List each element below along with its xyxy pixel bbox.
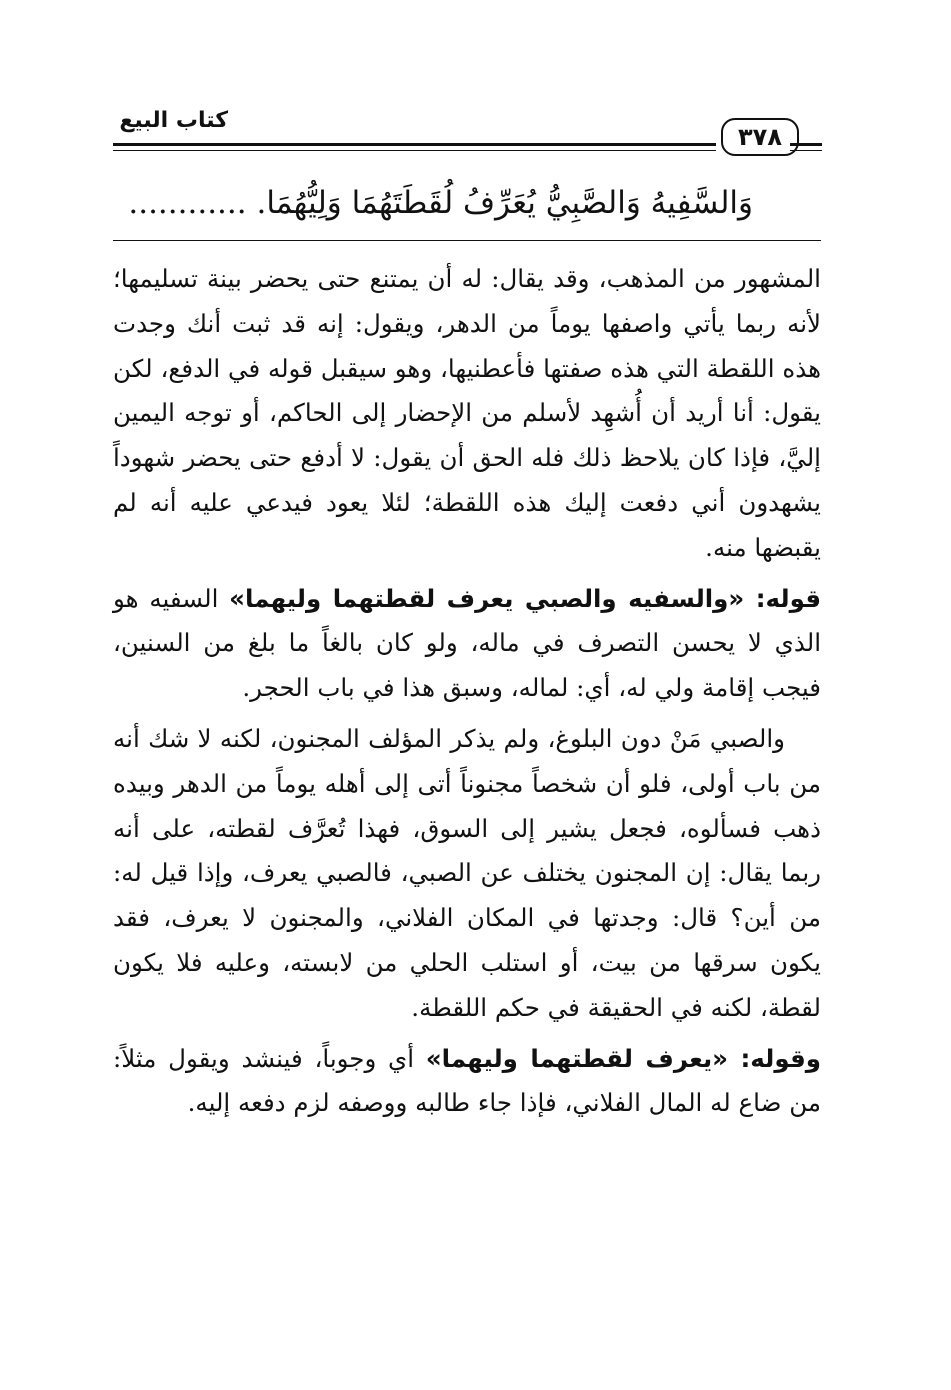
matn-divider — [113, 240, 821, 241]
paragraph-1-text: المشهور من المذهب، وقد يقال: له أن يمتنع حتى يحضر بينة تسليمها؛ لأنه ربما يأتي واصفها يوماً من الدهر، ويقول: إنه قد ثبت أنك وجدت هذه اللقطة التي هذه صفتها فأعطنيها، وهو سيقبل قوله في الدفع، لكن يقول: أنا أريد أن أُشهِد لأسلم من الإحضار إلى الحاكم، أو توجه اليمين إليَّ، فإذا كان يلاحظ ذلك فله الحق أن يقول: لا أدفع حتى يحضر شهوداً يشهدون أني دفعت إليك هذه اللقطة؛ لئلا يعود فيدعي عليه أنه لم يقبضها منه. — [113, 264, 821, 562]
matn-text: وَالسَّفِيهُ وَالصَّبِيُّ يُعَرِّفُ لُقَطَتَهُمَا وَلِيُّهُمَا. ............ — [128, 185, 753, 221]
paragraph-1 — [113, 257, 821, 571]
page-header — [113, 108, 823, 154]
page-number: ٣٧٨ — [721, 118, 799, 156]
paragraph-4 — [113, 1037, 821, 1127]
paragraph-2-lead: قوله: «والسفيه والصبي يعرف لقطتهما وليهما» — [229, 583, 821, 613]
header-rule-thick — [113, 143, 716, 146]
book-title: كتاب البيع — [119, 108, 228, 133]
paragraph-3 — [113, 717, 821, 1031]
paragraph-2-text: السفيه هو الذي لا يحسن التصرف في ماله، ولو كان بالغاً ما بلغ من السنين، فيجب إقامة ولي له، أي: لماله، وسبق هذا في باب الحجر. — [113, 583, 821, 703]
paragraph-4-lead: وقوله: «يعرف لقطتهما وليهما» — [425, 1043, 821, 1073]
paragraph-4-text: أي وجوباً، فينشد ويقول مثلاً: من ضاع له المال الفلاني، فإذا جاء طالبه ووصفه لزم دفعه إليه. — [113, 1043, 821, 1118]
header-rule-right-thin — [790, 150, 822, 151]
header-rule-right-thick — [790, 143, 822, 146]
paragraph-2 — [113, 577, 821, 711]
header-rule-thin — [113, 150, 716, 151]
paragraph-3-text: والصبي مَنْ دون البلوغ، ولم يذكر المؤلف المجنون، لكنه لا شك أنه من باب أولى، فلو أن شخصاً مجنوناً أتى إلى أهله يوماً من الدهر وبيده ذهب فسألوه، فجعل يشير إلى السوق، فهذا تُعرَّف لقطته، على أنه ربما يقال: إن المجنون يختلف عن الصبي، فالصبي يعرف، وإذا قيل له: من أين؟ قال: وجدتها في المكان الفلاني، والمجنون لا يعرف، فقد يكون سرقها من بيت، أو استلب الحلي من لابسته، وعليه فلا يكون لقطة، لكنه في الحقيقة في حكم اللقطة. — [113, 723, 821, 1022]
commentary-body — [113, 257, 821, 1126]
